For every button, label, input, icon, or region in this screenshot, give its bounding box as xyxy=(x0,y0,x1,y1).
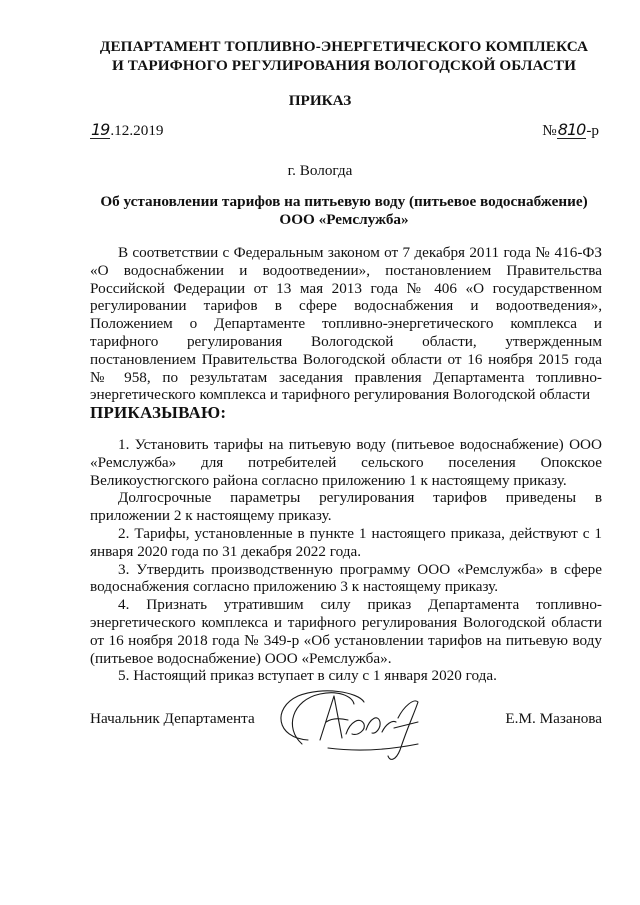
order-item: 5. Настоящий приказ вступает в силу с 1 января 2020 года. xyxy=(118,667,497,685)
header-line-2: И ТАРИФНОГО РЕГУЛИРОВАНИЯ ВОЛОГОДСКОЙ ОБЛАСТИ xyxy=(111,57,577,74)
date-day-handwritten: 19 xyxy=(91,120,110,139)
number-handwritten: 810 xyxy=(557,120,586,139)
subject-line-2: ООО «Ремслужба» xyxy=(279,211,409,228)
date-rest: .12.2019 xyxy=(110,122,164,139)
order-item: 2. Тарифы, установленные в пункте 1 настоящего приказа, действуют с 1 января 2020 года по 31 декабря 2022 года. xyxy=(90,524,602,560)
order-item: 3. Утвердить производственную программу ООО «Ремслужба» в сфере водоснабжения согласно приложению 3 к настоящему приказу. xyxy=(90,560,602,596)
preamble-text: В соответствии с Федеральным законом от 7 декабря 2011 года № 416-ФЗ «О водоснабжении и водоотведении», постановлением Правительства Российской Федерации от 13 мая 2013 года № 406 «О государственном регулировании тарифов в сфере водоснабжения и водоотведения», Положением о Департаменте топливно-энергетического комплекса и тарифного регулирования Вологодской области, утвержденным постановлением Правительства Вологодской области от 16 ноября 2015 года № 958, по результатам заседания правления Департамента топливно-энергетического комплекса и тарифного регулирования Вологодской области xyxy=(90,244,602,404)
handwritten-signature xyxy=(268,678,438,773)
order-item: 1. Установить тарифы на питьевую воду (питьевое водоснабжение) ООО «Ремслужба» для потребителей сельского поселения Опокское Великоустюгского района согласно приложению 1 к настоящему приказу. xyxy=(90,436,602,489)
order-item: Долгосрочные параметры регулирования тарифов приведены в приложении 2 к настоящему приказу. xyxy=(90,489,602,525)
signatory-position: Начальник Департамента xyxy=(90,710,255,727)
order-word: ПРИКАЗЫВАЮ: xyxy=(90,403,227,423)
order-number xyxy=(542,122,599,140)
preamble-paragraph xyxy=(90,244,602,422)
signatory-name: Е.М. Мазанова xyxy=(505,710,602,727)
header-line-1: ДЕПАРТАМЕНТ ТОПЛИВНО-ЭНЕРГЕТИЧЕСКОГО КОМПЛЕКСА xyxy=(99,38,589,55)
number-prefix: № xyxy=(542,122,557,139)
city-line: г. Вологда xyxy=(287,162,353,179)
order-date xyxy=(90,122,164,140)
order-subject xyxy=(70,193,618,229)
subject-line-1: Об установлении тарифов на питьевую воду (питьевое водоснабжение) xyxy=(100,193,588,210)
number-suffix: -р xyxy=(586,122,599,139)
order-items xyxy=(90,436,602,685)
department-header xyxy=(70,37,618,75)
document-title: ПРИКАЗ xyxy=(288,92,352,109)
order-item: 4. Признать утратившим силу приказ Департамента топливно-энергетического комплекса и тарифного регулирования Вологодской области от 16 ноября 2018 года № 349-р «Об установлении тарифов на питьевую воду (питьевое водоснабжение) ООО «Ремслужба». xyxy=(90,596,602,667)
